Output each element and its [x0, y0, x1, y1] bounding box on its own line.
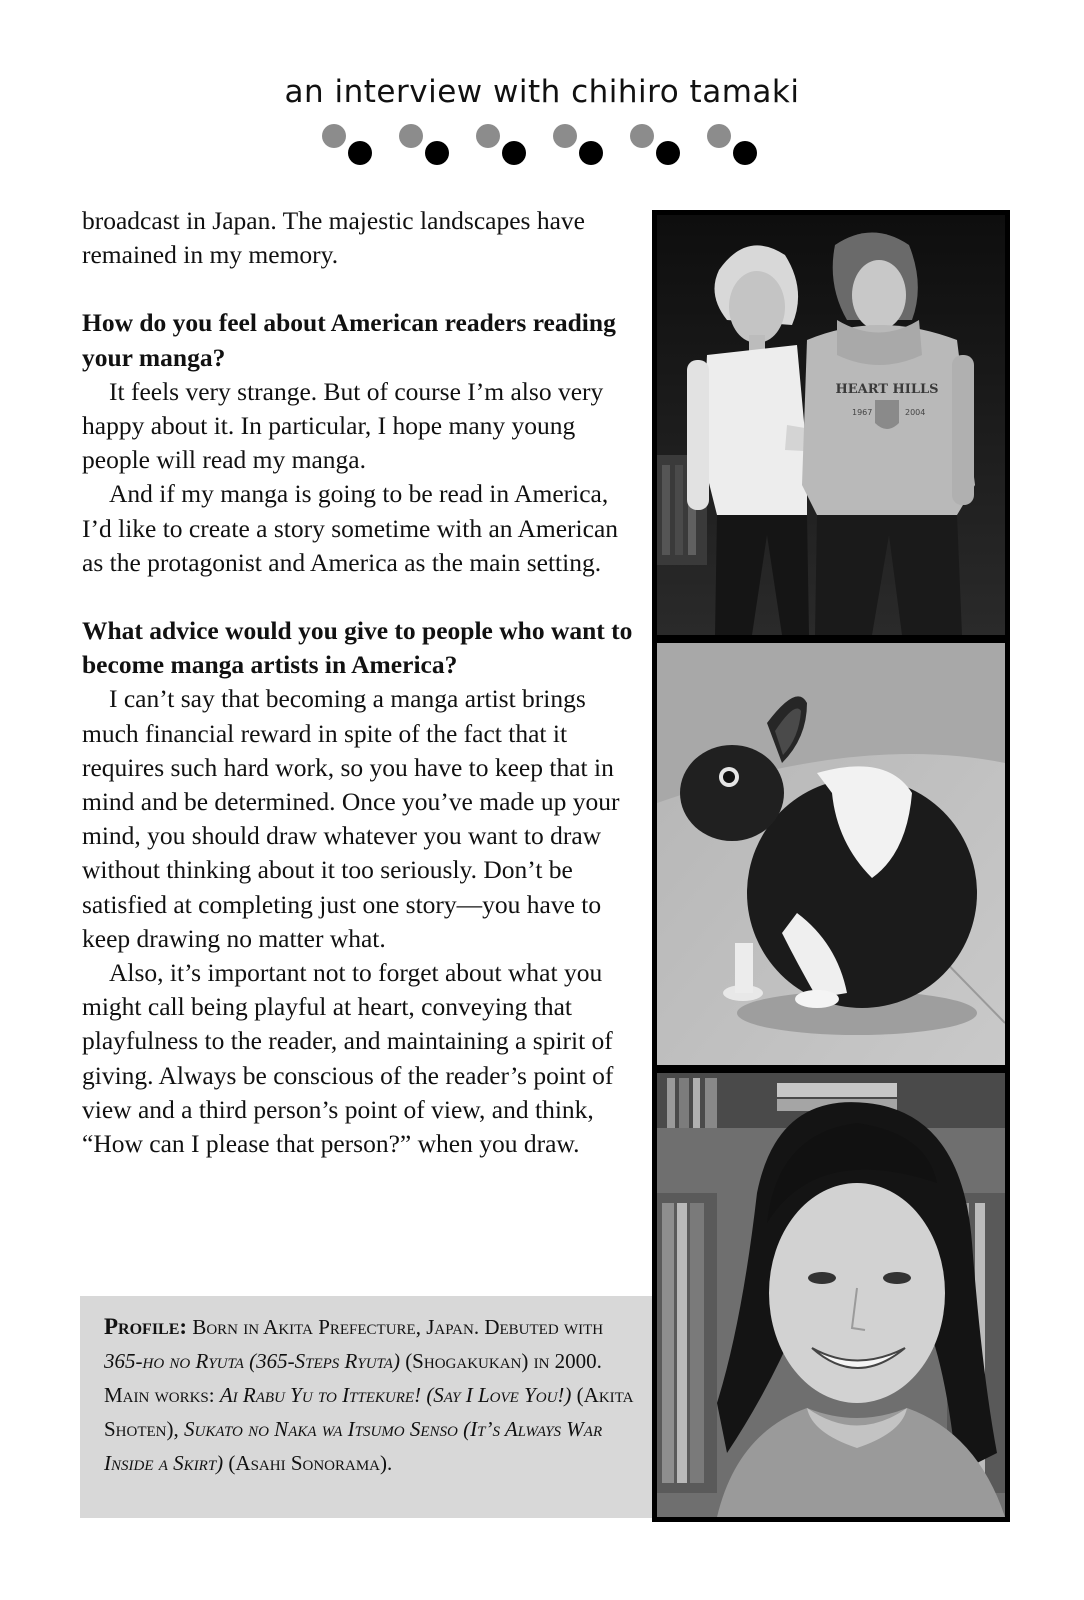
profile-work-title: Ai Rabu Yu to Ittekure! (Say I Love You!)	[219, 1383, 572, 1407]
author-portrait-photo	[657, 1073, 1005, 1517]
profile-box	[80, 1296, 654, 1518]
answer-2-paragraph-1: I can’t say that becoming a manga artist brings much financial reward in spite of the fact that it requires such hard work, so you have to keep that in mind and be determined. Once you’ve made up your mind, you should draw whatever you want to draw without thinking about it too seriously. Don’t be satisfied at completing just one story—you have to keep drawing no matter what.	[82, 684, 620, 953]
decorative-dots	[322, 124, 792, 174]
answer-1-paragraph-2: And if my manga is going to be read in America, I’d like to create a story sometime with an American as the protagonist and America as the main setting.	[82, 479, 619, 577]
hoodie-text: HEART HILLS	[835, 382, 939, 397]
interview-text	[82, 204, 642, 1161]
question-1: How do you feel about American readers reading your manga?	[82, 308, 616, 372]
profile-text: Born in Akita Prefecture, Japan. Debuted with	[187, 1315, 604, 1339]
profile-text: (Asahi Sonorama).	[223, 1451, 393, 1475]
photo-strip	[652, 210, 1010, 1522]
profile-label: Profile:	[104, 1314, 188, 1339]
profile-work-title: 365-ho no Ryuta (365-Steps Ryuta)	[104, 1349, 400, 1373]
hoodie-year-right: 2004	[905, 408, 926, 417]
profile-text: (Akita Shoten),	[104, 1383, 634, 1441]
paragraph-intro: broadcast in Japan. The majestic landscapes have remained in my memory.	[82, 206, 585, 270]
question-2: What advice would you give to people who want to become manga artists in America?	[82, 616, 633, 680]
answer-2-paragraph-2: Also, it’s important not to forget about what you might call being playful at heart, conveying that playfulness to the reader, and maintaining a spirit of giving. Always be conscious of the reader’s point of view and a third person’s point of view, and think, “How can I please that person?” when you draw.	[82, 958, 614, 1159]
page-title: an interview with chihiro tamaki	[284, 74, 800, 110]
rabbit-photo	[657, 643, 1005, 1065]
hoodie-year-left: 1967	[852, 408, 873, 417]
answer-1-paragraph-1: It feels very strange. But of course I’m also very happy about it. In particular, I hope many young people will read my manga.	[82, 376, 604, 475]
profile-work-title: Sukato no Naka wa Itsumo Senso (It’s Always War Inside a Skirt)	[104, 1417, 603, 1475]
profile-text: (Shogakukan) in 2000. Main works:	[104, 1349, 602, 1407]
dolls-photo	[657, 215, 1005, 635]
